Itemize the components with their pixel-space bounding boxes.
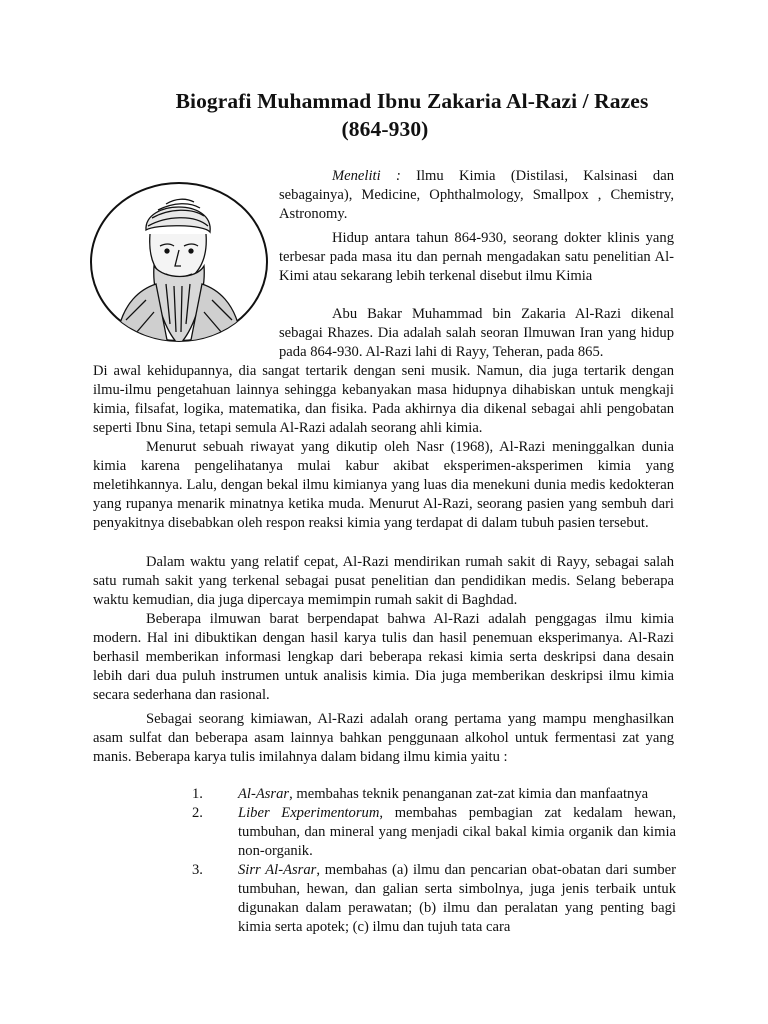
- research-fields-label: Meneliti :: [332, 168, 401, 184]
- paragraph-early-life: Di awal kehidupannya, dia sangat tertarik dengan seni musik. Namun, dia juga tertarik dengan ilmu-ilmu pengetahuan lainnya sehingga kebanyakan masa hidupnya dihabiskan untuk mengkaji kimia, filsafat, logika, matematika, dan fisika. Pada akhirnya dia dikenal sebagai ahli pengobatan seperti Ibnu Sina, tetapi semula Al-Razi adalah seorang ahli kimia.: [93, 363, 674, 436]
- list-item-text: , membahas (a) ilmu dan pencarian obat-obatan dari sumber tumbuhan, hewan, dan galian serta simbolnya, juga jenis terbaik untuk digunakan dalam perawatan; (b) ilmu dan peralatan yang penting bagi kimia serta apotek; (c) ilmu dan tujuh tata cara: [238, 862, 676, 935]
- research-fields-paragraph: [279, 167, 674, 224]
- paragraph-modern-chemistry: Beberapa ilmuwan barat berpendapat bahwa Al-Razi adalah penggagas ilmu kimia modern. Hal ini dibuktikan dengan hasil karya tulis dan hasil penemuan eksperimanya. Al-Razi berhasil memberikan informasi lengkap dari beberapa rekasi kimia serta deskripsi dana desain lebih dari dua puluh instrumen untuk analisis kimia. Dia juga memberikan deskripsi ilmu kimia secara sederhana dan rasional.: [93, 611, 674, 703]
- list-item-title: Al-Asrar: [238, 786, 290, 802]
- works-list: [192, 785, 676, 937]
- list-item-title: Liber Experimentorum: [238, 805, 380, 821]
- list-item: [192, 804, 676, 861]
- list-item-number: 1.: [192, 786, 203, 802]
- paragraph-hospital: Dalam waktu yang relatif cepat, Al-Razi mendirikan rumah sakit di Rayy, sebagai salah satu rumah sakit yang terkenal sebagai pusat penelitian dan pendidikan medis. Selang beberapa waktu kemudian, dia juga dipercaya memimpin rumah sakit di Baghdad.: [93, 554, 674, 608]
- paragraph-life-span: Hidup antara tahun 864-930, seorang dokter klinis yang terbesar pada masa itu dan pernah mengadakan satu penelitian Al-Kimi atau sekarang lebih terkenal disebut ilmu Kimia: [279, 230, 674, 284]
- list-item: [192, 785, 676, 804]
- list-item-number: 2.: [192, 805, 203, 821]
- paragraph-nasr-account: Menurut sebuah riwayat yang dikutip oleh Nasr (1968), Al-Razi meninggalkan dunia kimia karena pengelihatanya mulai kabur akibat eksperimen-aksperimen kimia yang meletihkannya. Lalu, dengan bekal ilmu kimianya yang luas dia menekuni dunia medis kedokteran yang rupanya menarik minatnya ketika muda. Menurut Al-Razi, seorang pasien yang sembuh dari penyakitnya disebabkan oleh respon reaksi kimia yang terdapat di dalam tubuh pasien tersebut.: [93, 439, 674, 531]
- al-razi-portrait-image: [86, 180, 273, 345]
- research-fields-text: Ilmu Kimia (Distilasi, Kalsinasi dan sebagainya), Medicine, Ophthalmology, Smallpox , Chemistry, Astronomy.: [279, 168, 674, 222]
- document-title-years: (864-930): [341, 117, 429, 141]
- list-item-title: Sirr Al-Asrar: [238, 862, 317, 878]
- list-item: [192, 861, 676, 937]
- paragraph-identity-wrap: Abu Bakar Muhammad bin Zakaria Al-Razi dikenal sebagai Rhazes. Dia adalah salah seoran Ilmuwan Iran yang hidup pada 864-930. Al-Razi lahi di Rayy, Teheran, pada 865.: [279, 306, 674, 360]
- paragraph-chemist-works: Sebagai seorang kimiawan, Al-Razi adalah orang pertama yang mampu menghasilkan asam sulfat dan beberapa asam lainnya bahkan penggunaan alkohol untuk fermentasi zat yang manis. Beberapa karya tulis imilahnya dalam bidang ilmu kimia yaitu :: [93, 711, 674, 765]
- list-item-number: 3.: [192, 862, 203, 878]
- document-title: Biografi Muhammad Ibnu Zakaria Al-Razi / Razes: [175, 89, 649, 113]
- list-item-text: , membahas pembagian zat kedalam hewan, tumbuhan, dan mineral yang menjadi cikal bakal kimia organik dan kimia non-organik.: [238, 805, 676, 859]
- list-item-text: , membahas teknik penanganan zat-zat kimia dan manfaatnya: [289, 786, 649, 802]
